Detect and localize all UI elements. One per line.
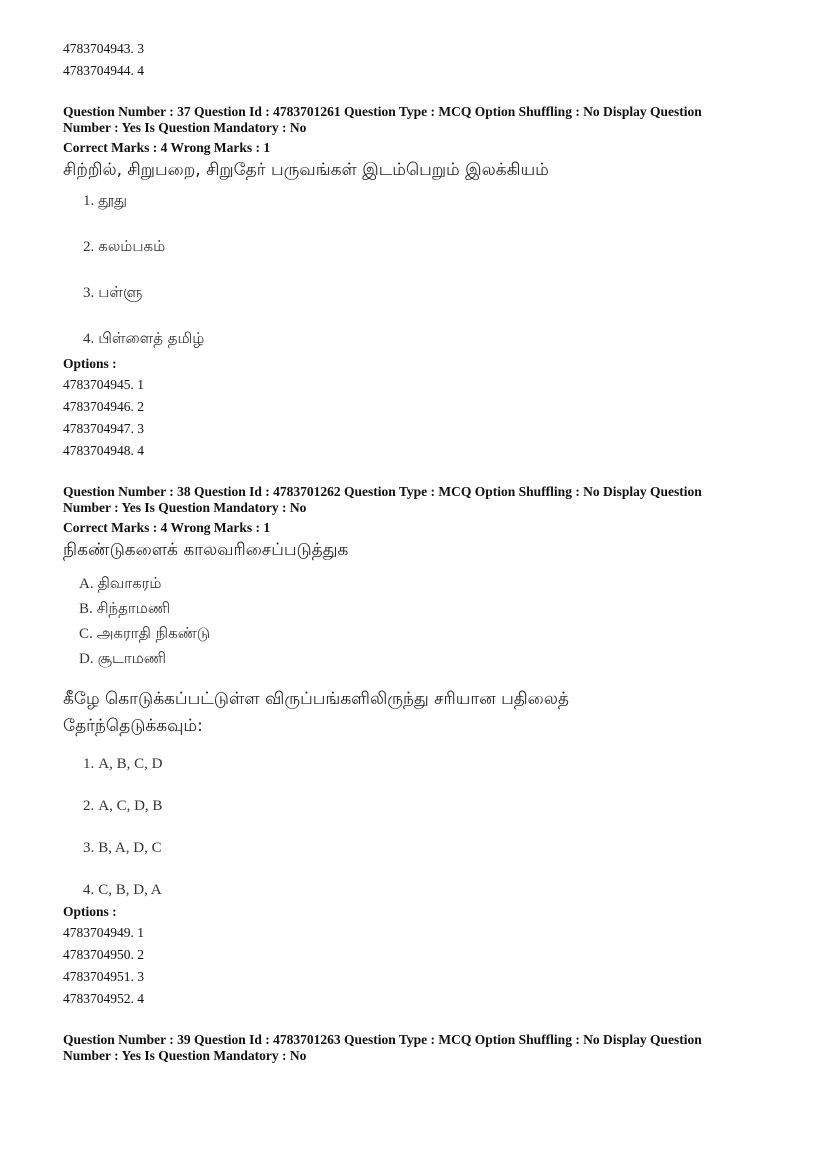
question-38 (63, 484, 783, 1010)
previous-question-options (63, 38, 783, 82)
instruction-line2: தேர்ந்தெடுக்கவும்: (63, 716, 203, 736)
option-value: 1 (137, 377, 144, 392)
option-value: 2 (137, 947, 144, 962)
instruction-line1: கீழே கொடுக்கப்பட்டுள்ள விருப்பங்களிலிருந்து சரியான பதிலைத் (63, 689, 569, 709)
choice-number: 4. (83, 331, 95, 347)
option-row (63, 396, 783, 418)
question-stem: நிகண்டுகளைக் காலவரிசைப்படுத்துக (63, 540, 349, 560)
statement-letter: A. (79, 576, 94, 592)
choice-number: 1. (83, 756, 95, 772)
option-value: 4 (137, 991, 144, 1006)
option-id: 4783704950. (63, 947, 134, 962)
option-value: 3 (137, 969, 144, 984)
option-row (63, 60, 783, 82)
question-header-line1: Question Number : 38 Question Id : 4783701262 Question Type : MCQ Option Shuffling : No Display Question (63, 484, 702, 499)
choice-item (83, 283, 783, 305)
question-39 (63, 1032, 783, 1064)
option-row (63, 944, 783, 966)
statement-item (79, 574, 783, 599)
question-paper-page (63, 38, 783, 1064)
choice-item (83, 838, 783, 860)
choice-number: 3. (83, 840, 95, 856)
statement-letter: B. (79, 601, 93, 617)
option-id: 4783704946. (63, 399, 134, 414)
option-value: 2 (137, 399, 144, 414)
question-header-line2: Number : Yes Is Question Mandatory : No (63, 500, 307, 515)
choice-item (83, 191, 783, 213)
statement-text: திவாகரம் (97, 574, 162, 592)
question-marks: Correct Marks : 4 Wrong Marks : 1 (63, 140, 271, 155)
statement-letter: D. (79, 651, 94, 667)
option-row (63, 418, 783, 440)
option-value: 3 (137, 41, 144, 56)
statement-item (79, 624, 783, 649)
option-row (63, 38, 783, 60)
statement-text: சூடாமணி (97, 649, 167, 667)
choice-number: 1. (83, 193, 95, 209)
question-header-line1: Question Number : 37 Question Id : 4783701261 Question Type : MCQ Option Shuffling : No Display Question (63, 104, 702, 119)
option-value: 1 (137, 925, 144, 940)
option-row (63, 374, 783, 396)
choice-item (83, 880, 783, 902)
choice-text: A, B, C, D (98, 756, 163, 772)
option-id: 4783704948. (63, 443, 134, 458)
statement-item (79, 599, 783, 624)
statement-letter: C. (79, 626, 93, 642)
statement-text: அகராதி நிகண்டு (96, 624, 211, 642)
choice-item (83, 796, 783, 818)
question-header-line2: Number : Yes Is Question Mandatory : No (63, 120, 307, 135)
choice-text: பிள்ளைத் தமிழ் (98, 329, 205, 347)
option-row (63, 922, 783, 944)
option-value: 4 (137, 443, 144, 458)
choice-text: A, C, D, B (98, 798, 163, 814)
option-value: 4 (137, 63, 144, 78)
option-id: 4783704945. (63, 377, 134, 392)
choice-number: 4. (83, 882, 95, 898)
choice-text: C, B, D, A (98, 882, 162, 898)
option-id: 4783704944. (63, 63, 134, 78)
option-id: 4783704947. (63, 421, 134, 436)
statement-item (79, 649, 783, 674)
choice-text: கலம்பகம் (98, 237, 166, 255)
question-37 (63, 104, 783, 462)
option-value: 3 (137, 421, 144, 436)
choice-text: தூது (98, 191, 128, 209)
option-id: 4783704952. (63, 991, 134, 1006)
choice-number: 3. (83, 285, 95, 301)
choice-text: B, A, D, C (98, 840, 162, 856)
question-marks: Correct Marks : 4 Wrong Marks : 1 (63, 520, 271, 535)
choice-text: பள்ளு (98, 283, 143, 301)
option-row (63, 966, 783, 988)
option-id: 4783704951. (63, 969, 134, 984)
option-id: 4783704943. (63, 41, 134, 56)
options-label: Options : (63, 356, 117, 371)
options-label: Options : (63, 904, 117, 919)
question-stem: சிற்றில், சிறுபறை, சிறுதேர் பருவங்கள் இடம்பெறும் இலக்கியம் (63, 160, 549, 180)
choice-item (83, 754, 783, 776)
question-header-line1: Question Number : 39 Question Id : 4783701263 Question Type : MCQ Option Shuffling : No Display Question (63, 1032, 702, 1047)
choice-number: 2. (83, 239, 95, 255)
choice-item (83, 329, 783, 351)
statement-list (79, 574, 783, 674)
choice-item (83, 237, 783, 259)
question-header-line2: Number : Yes Is Question Mandatory : No (63, 1048, 307, 1063)
option-row (63, 440, 783, 462)
option-id: 4783704949. (63, 925, 134, 940)
choice-number: 2. (83, 798, 95, 814)
statement-text: சிந்தாமணி (96, 599, 171, 617)
option-row (63, 988, 783, 1010)
